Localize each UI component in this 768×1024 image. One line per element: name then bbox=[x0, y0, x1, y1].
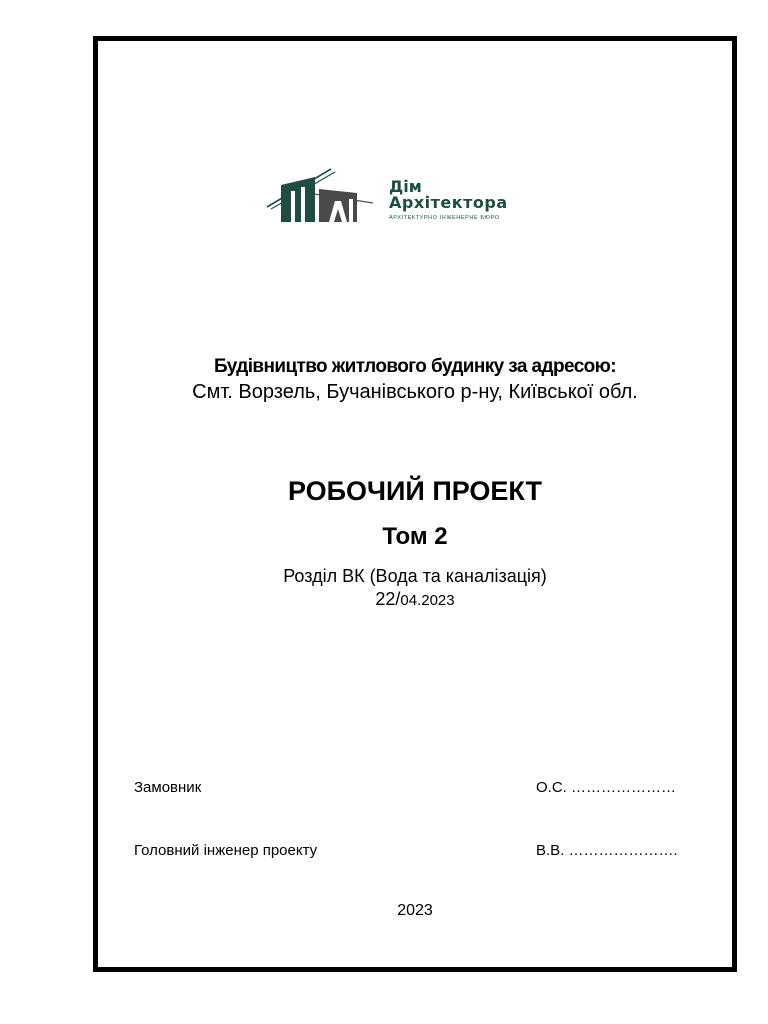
document-section: Розділ ВК (Вода та каналізація) bbox=[283, 566, 547, 586]
logo-name-line1: Дім bbox=[389, 177, 422, 196]
document-date bbox=[98, 589, 732, 610]
customer-label: Замовник bbox=[134, 779, 202, 796]
construction-title: Будівництво житлового будинку за адресою: bbox=[213, 356, 617, 377]
chief-engineer-label: Головний інженер проекту bbox=[134, 842, 318, 859]
logo-tagline: АРХІТЕКТУРНО ІНЖЕНЕРНЕ БЮРО bbox=[389, 215, 500, 221]
date-month-year: 04.2023 bbox=[400, 592, 455, 609]
company-logo bbox=[265, 167, 575, 227]
logo-name-line2: Архітектора bbox=[389, 193, 508, 212]
chief-engineer-signature: В.В. …………………. bbox=[536, 842, 678, 859]
document-volume: Том 2 bbox=[382, 523, 448, 550]
customer-signature: О.С. ………………… bbox=[536, 779, 677, 796]
document-year: 2023 bbox=[397, 902, 433, 919]
project-address: Смт. Ворзель, Бучанівського р-ну, Київської обл. bbox=[192, 381, 638, 403]
document-title: РОБОЧИЙ ПРОЕКТ bbox=[287, 476, 543, 506]
date-day: 22/ bbox=[375, 589, 401, 609]
building-logo-icon bbox=[265, 167, 377, 225]
